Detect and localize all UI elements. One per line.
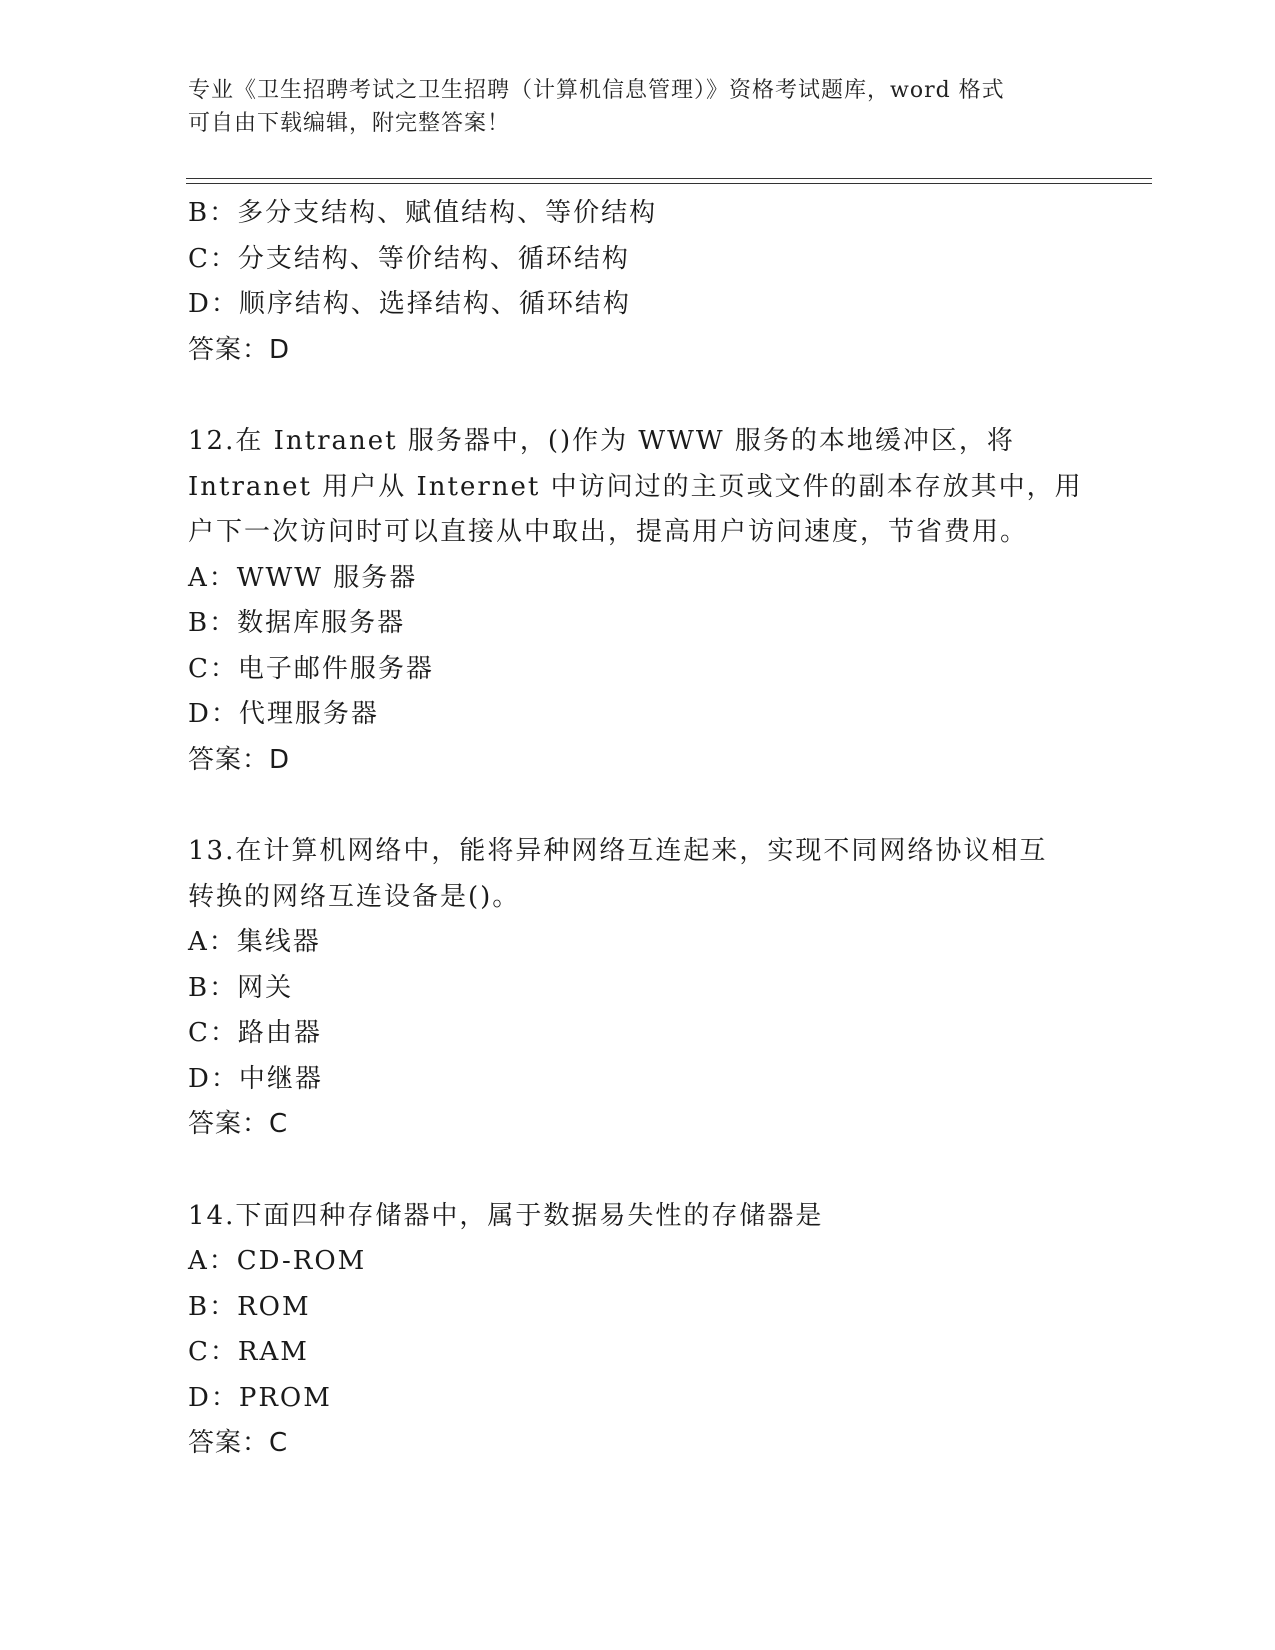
q14-option-d: D：PROM xyxy=(188,1382,332,1413)
q13-option-b: B：网关 xyxy=(188,972,294,1003)
q12-answer: 答案：D xyxy=(188,744,291,775)
q12-stem-line-2: Intranet 用户从 Internet 中访问过的主页或文件的副本存放其中，用 xyxy=(188,471,1083,502)
q14-option-c: C：RAM xyxy=(188,1337,309,1367)
header-line-1: 专业《卫生招聘考试之卫生招聘（计算机信息管理）》资格考试题库，word 格式 xyxy=(188,78,1005,103)
spacer xyxy=(188,783,1088,829)
question-13 xyxy=(188,829,1088,1148)
q14-option-a: A：CD-ROM xyxy=(188,1246,367,1276)
q12-option-b: B：数据库服务器 xyxy=(188,608,406,638)
q14-stem-line-1: 14.下面四种存储器中，属于数据易失性的存储器是 xyxy=(188,1200,824,1231)
q12-option-a: A：WWW 服务器 xyxy=(188,562,418,593)
q13-stem-line-2: 转换的网络互连设备是()。 xyxy=(188,881,521,912)
question-11-tail xyxy=(188,191,1088,373)
q13-option-c: C：路由器 xyxy=(188,1018,322,1048)
q11-answer: 答案：D xyxy=(188,334,291,365)
q13-stem-line-1: 13.在计算机网络中，能将异种网络互连起来，实现不同网络协议相互 xyxy=(188,836,1048,866)
spacer xyxy=(188,1148,1088,1194)
q14-option-b: B：ROM xyxy=(188,1291,311,1322)
document-header xyxy=(188,74,1088,140)
q12-stem-line-1: 12.在 Intranet 服务器中，()作为 WWW 服务的本地缓冲区，将 xyxy=(188,426,1015,456)
q11-option-c: C：分支结构、等价结构、循环结构 xyxy=(188,243,630,274)
header-line-2: 可自由下载编辑，附完整答案！ xyxy=(188,111,511,136)
q11-option-d: D：顺序结构、选择结构、循环结构 xyxy=(188,289,631,319)
q12-stem-line-3: 户下一次访问时可以直接从中取出，提高用户访问速度，节省费用。 xyxy=(188,517,1029,547)
q13-option-a: A：集线器 xyxy=(188,927,321,957)
q13-answer: 答案：C xyxy=(188,1109,289,1139)
spacer xyxy=(188,373,1088,419)
q14-answer: 答案：C xyxy=(188,1428,289,1458)
q12-option-c: C：电子邮件服务器 xyxy=(188,653,434,684)
q12-option-d: D：代理服务器 xyxy=(188,699,379,729)
question-14 xyxy=(188,1194,1088,1467)
question-12 xyxy=(188,419,1088,783)
header-divider-top xyxy=(186,178,1152,179)
q11-option-b: B：多分支结构、赋值结构、等价结构 xyxy=(188,198,658,228)
question-body xyxy=(188,191,1088,1467)
q13-option-d: D：中继器 xyxy=(188,1063,323,1094)
header-divider-bottom xyxy=(186,183,1152,184)
